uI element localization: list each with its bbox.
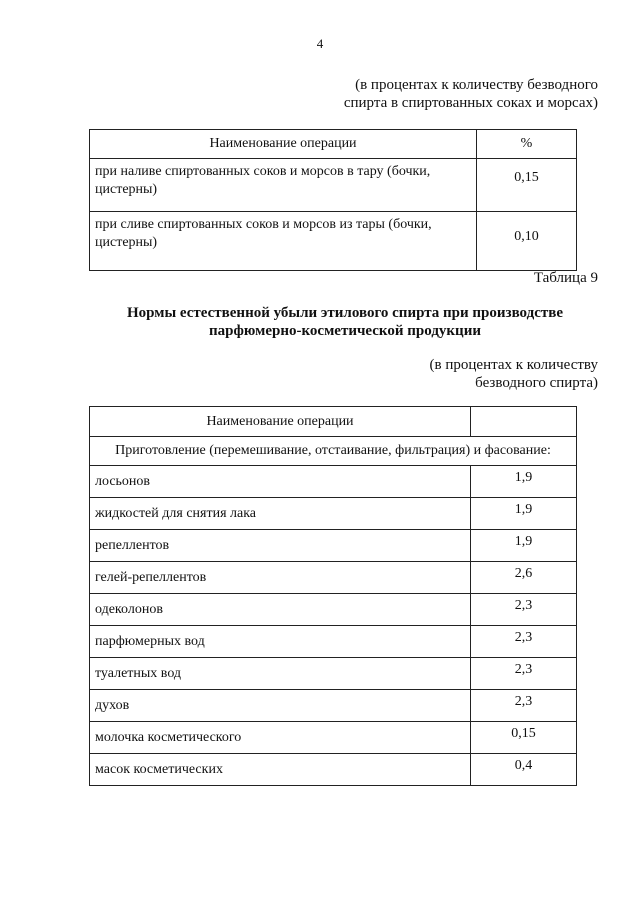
header-percent: % xyxy=(477,130,577,159)
table-body xyxy=(90,466,577,786)
product-loss-value: 0,4 xyxy=(471,754,577,786)
table-row xyxy=(90,212,577,271)
table-row xyxy=(90,498,577,530)
operation-value: 0,10 xyxy=(477,212,577,271)
operation-name-line1: при сливе спиртованных соков и морсов из тары (бочки, xyxy=(95,217,432,232)
units-note-top-line1: (в процентах к количеству безводного xyxy=(355,77,598,93)
table-row xyxy=(90,594,577,626)
product-loss-value: 1,9 xyxy=(471,498,577,530)
table-row xyxy=(90,690,577,722)
header-value xyxy=(471,407,577,437)
product-name: туалетных вод xyxy=(90,658,471,690)
product-name: масок косметических xyxy=(90,754,471,786)
subheader-text: Приготовление (перемешивание, отстаивание, фильтрация) и фасование: xyxy=(90,437,577,466)
product-name: одеколонов xyxy=(90,594,471,626)
table-row xyxy=(90,530,577,562)
table-row xyxy=(90,754,577,786)
table-row xyxy=(90,722,577,754)
product-loss-value: 2,6 xyxy=(471,562,577,594)
product-name: гелей-репеллентов xyxy=(90,562,471,594)
operation-name xyxy=(90,212,477,271)
product-loss-value: 2,3 xyxy=(471,690,577,722)
units-note-bottom-line1: (в процентах к количеству xyxy=(429,357,598,373)
units-note-bottom-line2: безводного спирта) xyxy=(475,375,598,391)
table-subheader-row xyxy=(90,437,577,466)
perfume-loss-table xyxy=(89,406,577,786)
product-name: жидкостей для снятия лака xyxy=(90,498,471,530)
product-loss-value: 1,9 xyxy=(471,530,577,562)
section-title xyxy=(60,304,630,340)
product-loss-value: 1,9 xyxy=(471,466,577,498)
table-row xyxy=(90,626,577,658)
page-number: 4 xyxy=(316,36,324,51)
juice-loss-table xyxy=(89,129,577,271)
product-loss-value: 2,3 xyxy=(471,658,577,690)
product-name: парфюмерных вод xyxy=(90,626,471,658)
header-operation-name: Наименование операции xyxy=(90,407,471,437)
units-note-top xyxy=(344,76,598,112)
product-loss-value: 2,3 xyxy=(471,626,577,658)
operation-name-line2: цистерны) xyxy=(95,182,158,197)
operation-name-line2: цистерны) xyxy=(95,235,158,250)
units-note-bottom xyxy=(430,356,598,392)
table-label: Таблица 9 xyxy=(533,270,598,286)
table-row xyxy=(90,466,577,498)
product-name: лосьонов xyxy=(90,466,471,498)
product-loss-value: 2,3 xyxy=(471,594,577,626)
operation-name xyxy=(90,159,477,212)
product-name: репеллентов xyxy=(90,530,471,562)
table-row xyxy=(90,159,577,212)
product-loss-value: 0,15 xyxy=(471,722,577,754)
header-operation-name: Наименование операции xyxy=(90,130,477,159)
table-header-row xyxy=(90,407,577,437)
section-title-line1: Нормы естественной убыли этилового спирта при производстве xyxy=(126,305,564,321)
table-row xyxy=(90,658,577,690)
operation-name-line1: при наливе спиртованных соков и морсов в тару (бочки, xyxy=(95,164,431,179)
table-row xyxy=(90,562,577,594)
product-name: молочка косметического xyxy=(90,722,471,754)
table-header-row xyxy=(90,130,577,159)
section-title-line2: парфюмерно-косметической продукции xyxy=(209,323,481,339)
units-note-top-line2: спирта в спиртованных соках и морсах) xyxy=(343,95,598,111)
product-name: духов xyxy=(90,690,471,722)
operation-value: 0,15 xyxy=(477,159,577,212)
